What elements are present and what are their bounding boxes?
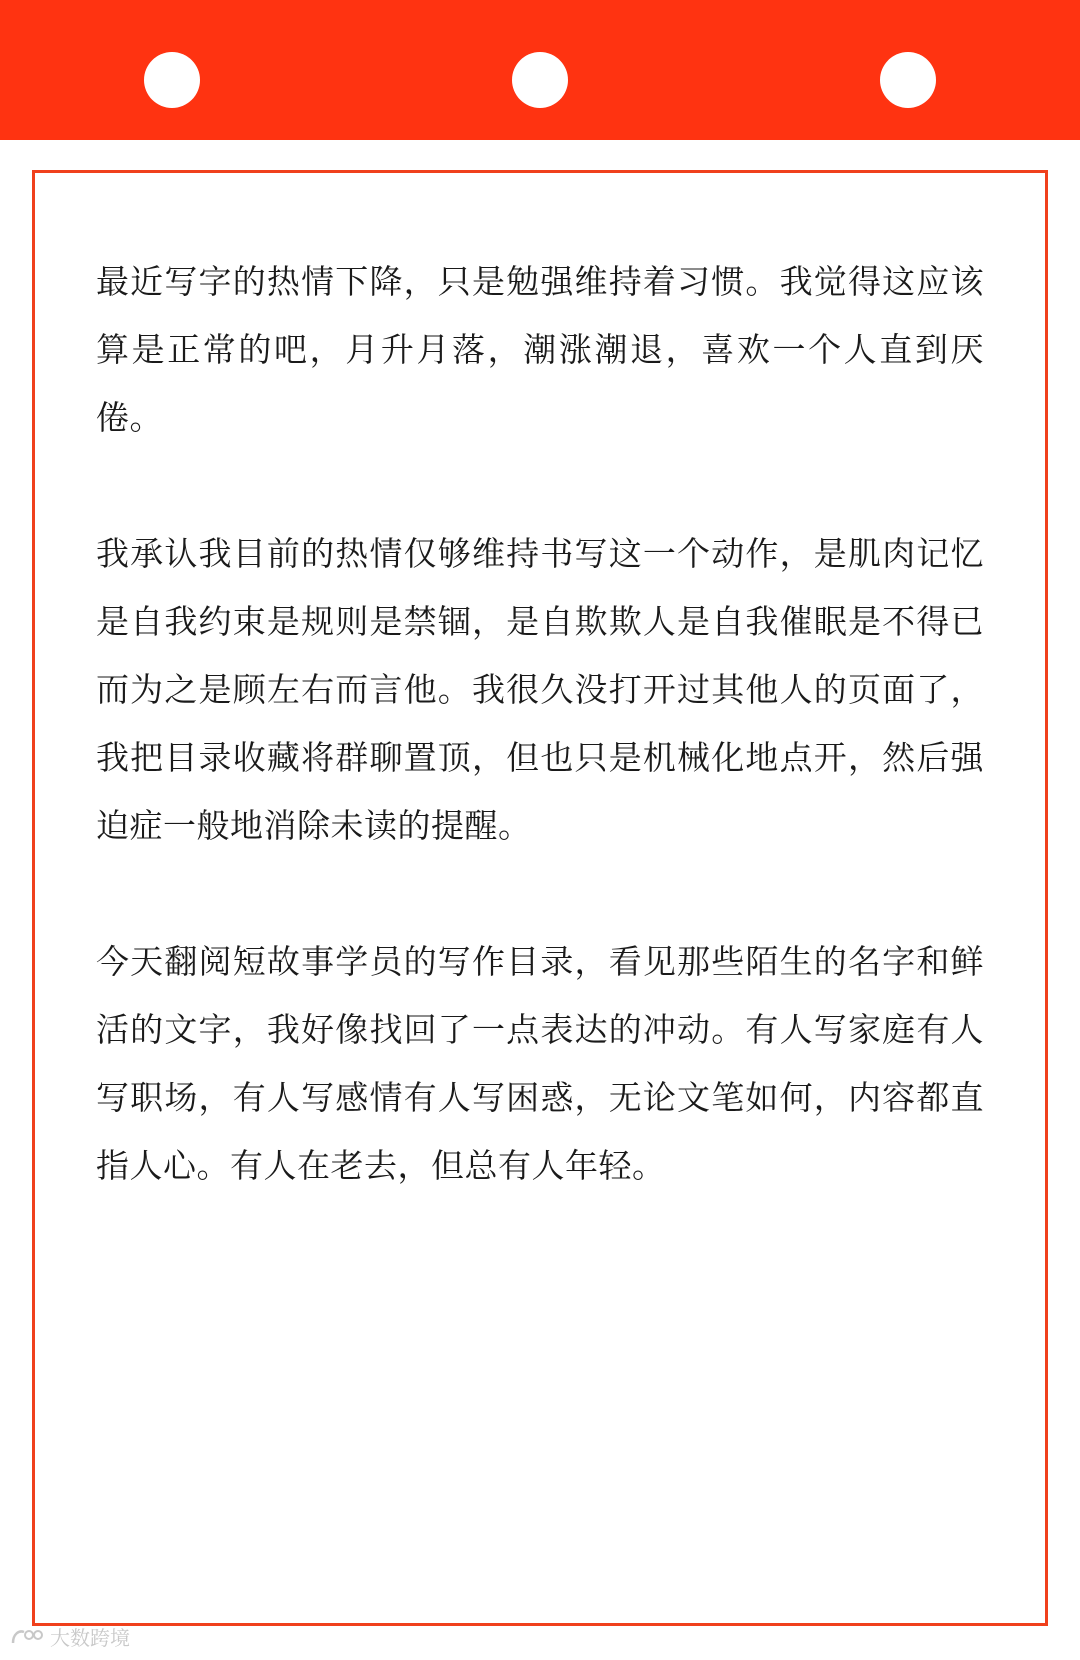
paragraph-2: 我承认我目前的热情仅够维持书写这一个动作，是肌肉记忆是自我约束是规则是禁锢，是自欺欺人是自我催眠是不得已而为之是顾左右而言他。我很久没打开过其他人的页面了，我把目录收藏将群聊置顶，但也只是机械化地点开，然后强迫症一般地消除未读的提醒。 — [96, 534, 984, 845]
calendar-top-bar — [0, 0, 1080, 140]
paragraph-1: 最近写字的热情下降，只是勉强维持着习惯。我觉得这应该算是正常的吧，月升月落，潮涨潮退，喜欢一个人直到厌倦。 — [96, 262, 984, 437]
brand-logo-icon — [10, 1626, 44, 1648]
ring-hole-left — [144, 52, 200, 108]
ring-hole-right — [880, 52, 936, 108]
article-body — [96, 248, 984, 1268]
ring-hole-center — [512, 52, 568, 108]
paragraph-3: 今天翻阅短故事学员的写作目录，看见那些陌生的名字和鲜活的文字，我好像找回了一点表达的冲动。有人写家庭有人写职场，有人写感情有人写困惑，无论文笔如何，内容都直指人心。有人在老去，但总有人年轻。 — [96, 942, 984, 1185]
watermark — [10, 1622, 130, 1651]
watermark-text: 大数跨境 — [50, 1628, 130, 1650]
